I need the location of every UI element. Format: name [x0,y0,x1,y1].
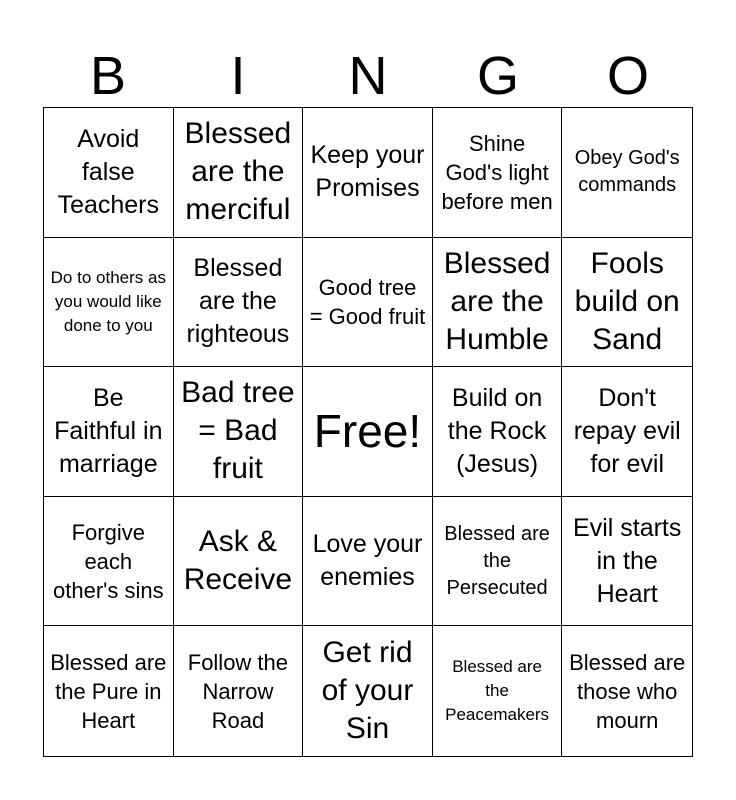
bingo-cell[interactable] [433,497,563,627]
free-space-cell[interactable] [303,367,433,497]
bingo-board [43,107,693,757]
free-space-text: Free! [313,405,422,458]
cell-text: Blessed are the merciful [184,117,292,227]
cell-text: Follow the Narrow Road [187,649,289,733]
cell-text: Evil starts in the Heart [573,513,682,608]
bingo-cell[interactable] [174,238,304,368]
bingo-header [43,44,693,108]
bingo-cell[interactable] [303,497,433,627]
cell-text: Don't repay evil for evil [573,383,681,478]
cell-text: Blessed are the righteous [186,254,290,349]
bingo-cell[interactable] [44,497,174,627]
bingo-cell[interactable] [562,626,692,756]
header-letter-i: I [230,46,246,106]
cell-text: Blessed are those who mourn [569,649,686,733]
bingo-cell[interactable] [433,108,563,238]
cell-text: Fools build on Sand [574,246,680,356]
cell-text: Obey God's commands [574,147,680,197]
cell-text: Shine God's light before men [441,130,553,214]
bingo-cell[interactable] [562,238,692,368]
bingo-cell[interactable] [174,367,304,497]
bingo-cell[interactable] [562,367,692,497]
bingo-cell[interactable] [303,238,433,368]
bingo-cell[interactable] [303,108,433,238]
cell-text: Do to others as you would like done to you [50,267,166,335]
bingo-cell[interactable] [433,626,563,756]
bingo-cell[interactable] [44,626,174,756]
cell-text: Forgive each other's sins [53,519,164,603]
bingo-cell[interactable] [174,497,304,627]
cell-text: Be Faithful in marriage [54,383,163,478]
cell-text: Blessed are the Peacemakers [445,657,550,725]
cell-text: Avoid false Teachers [57,124,160,219]
header-letter-g: G [476,46,519,106]
bingo-cell[interactable] [174,108,304,238]
cell-text: Get rid of your Sin [321,636,414,746]
cell-text: Love your enemies [312,530,423,592]
cell-text: Bad tree = Bad fruit [181,376,295,486]
bingo-cell[interactable] [562,497,692,627]
cell-text: Build on the Rock (Jesus) [447,383,547,478]
cell-text: Good tree = Good fruit [309,274,426,329]
header-letter-b: B [89,46,127,106]
cell-text: Blessed are the Pure in Heart [50,649,167,733]
cell-text: Blessed are the Persecuted [444,522,550,599]
bingo-cell[interactable] [303,626,433,756]
bingo-cell[interactable] [433,238,563,368]
cell-text: Blessed are the Humble [443,246,551,356]
header-letter-o: O [606,46,649,106]
cell-text: Ask & Receive [183,525,293,597]
bingo-cell[interactable] [433,367,563,497]
bingo-cell[interactable] [44,367,174,497]
bingo-cell[interactable] [562,108,692,238]
bingo-cell[interactable] [174,626,304,756]
header-letter-n: N [348,46,388,106]
bingo-cell[interactable] [44,108,174,238]
cell-text: Keep your Promises [310,141,425,203]
bingo-cell[interactable] [44,238,174,368]
